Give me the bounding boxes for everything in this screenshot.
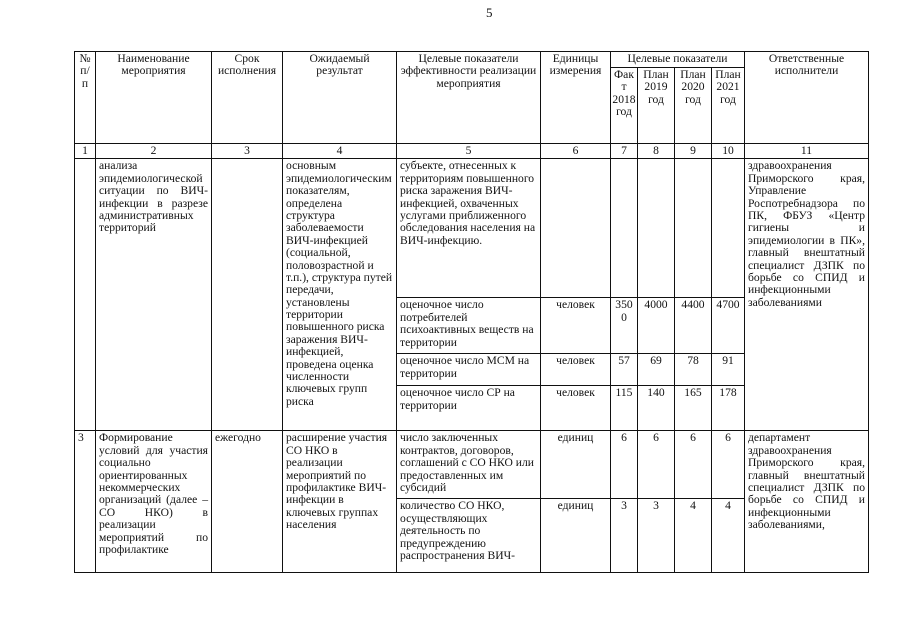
col-number: 4	[283, 144, 397, 159]
value-2018: 3	[611, 499, 638, 573]
page-number: 5	[486, 5, 493, 20]
value-2019: 3	[638, 499, 675, 573]
header-year-2018: Факт 2018 год	[611, 68, 638, 144]
row-cont-num	[75, 159, 96, 431]
row3-term: ежегодно	[212, 431, 283, 573]
value-2019: 69	[638, 354, 675, 386]
value-2018: 57	[611, 354, 638, 386]
header-units: Единицы измерения	[541, 52, 611, 144]
header-name: Наименование мероприятия	[96, 52, 212, 144]
row-cont-term	[212, 159, 283, 431]
col-number: 10	[712, 144, 745, 159]
col-number: 8	[638, 144, 675, 159]
header-num: № п/п	[75, 52, 96, 144]
header-result: Ожидаемый результат	[283, 52, 397, 144]
value-2019: 140	[638, 386, 675, 431]
row3-name: Формирование условий для участия социально ориентированных некоммерческих организаций (далее – СО НКО) в реализации мероприятий по профилактике	[96, 431, 212, 573]
col-number: 2	[96, 144, 212, 159]
indicator-unit	[541, 159, 611, 298]
table-row	[75, 431, 869, 499]
row-cont-name: анализа эпидемиологической ситуации по ВИЧ-инфекции в разрезе административных территорий	[96, 159, 212, 431]
header-year-2021: План 2021 год	[712, 68, 745, 144]
value-2018: 6	[611, 431, 638, 499]
measures-table	[74, 51, 869, 573]
row3-num: 3	[75, 431, 96, 573]
value-2020: 4400	[675, 298, 712, 354]
indicator-unit: человек	[541, 298, 611, 354]
value-2020: 4	[675, 499, 712, 573]
indicator-text: оценочное число СР на территории	[397, 386, 541, 431]
col-number: 5	[397, 144, 541, 159]
indicator-text: число заключенных контрактов, договоров, соглашений с СО НКО или предоставленных им субсидий	[397, 431, 541, 499]
indicator-text: субъекте, отнесенных к территориям повышенного риска заражения ВИЧ-инфекцией, охваченных услугами приближенного обследования населения на ВИЧ-инфекцию.	[397, 159, 541, 298]
value-2019	[638, 159, 675, 298]
value-2018: 115	[611, 386, 638, 431]
indicator-unit: единиц	[541, 431, 611, 499]
value-2021: 178	[712, 386, 745, 431]
value-2018	[611, 159, 638, 298]
indicator-text: количество СО НКО, осуществляющих деятельность по предупреждению распространения ВИЧ-	[397, 499, 541, 573]
col-number: 1	[75, 144, 96, 159]
row3-responsible: департамент здравоохранения Приморского края, главный внештатный специалист ДЗПК по борьбе со СПИД и инфекционными заболеваниями,	[745, 431, 869, 573]
value-2021: 91	[712, 354, 745, 386]
col-number: 6	[541, 144, 611, 159]
header-year-2019: План 2019 год	[638, 68, 675, 144]
col-number: 11	[745, 144, 869, 159]
header-indicators: Целевые показатели эффективности реализации мероприятия	[397, 52, 541, 144]
col-number: 9	[675, 144, 712, 159]
value-2019: 6	[638, 431, 675, 499]
indicator-unit: единиц	[541, 499, 611, 573]
row-cont-responsible: здравоохранения Приморского края, Управление Роспотребнадзора по ПК, ФБУЗ «Центр гигиены и эпидемиологии в ПК», главный внештатный специалист ДЗПК по борьбе со СПИД и инфекционными заболеваниями	[745, 159, 869, 431]
value-2019: 4000	[638, 298, 675, 354]
col-number: 3	[212, 144, 283, 159]
header-row-1	[75, 52, 869, 68]
header-responsible: Ответственные исполнители	[745, 52, 869, 144]
header-term: Срок исполнения	[212, 52, 283, 144]
value-2021: 4	[712, 499, 745, 573]
value-2021: 6	[712, 431, 745, 499]
col-number: 7	[611, 144, 638, 159]
value-2021	[712, 159, 745, 298]
value-2020: 78	[675, 354, 712, 386]
row-cont-result: основным эпидемиологическим показателям, определена структура заболеваемости ВИЧ-инфекцией (социальной, половозрастной и т.п.), структура путей передачи, установлены территории повышенного риска заражения ВИЧ-инфекцией, проведена оценка численности ключевых групп риска	[283, 159, 397, 431]
indicator-text: оценочное число потребителей психоактивных веществ на территории	[397, 298, 541, 354]
value-2021: 4700	[712, 298, 745, 354]
column-numbers-row	[75, 144, 869, 159]
value-2020: 6	[675, 431, 712, 499]
indicator-unit: человек	[541, 354, 611, 386]
table-row	[75, 159, 869, 298]
value-2020	[675, 159, 712, 298]
row3-result: расширение участия СО НКО в реализации мероприятий по профилактике ВИЧ-инфекции в ключевых группах населения	[283, 431, 397, 573]
indicator-unit: человек	[541, 386, 611, 431]
value-2020: 165	[675, 386, 712, 431]
header-targets: Целевые показатели	[611, 52, 745, 68]
header-year-2020: План 2020 год	[675, 68, 712, 144]
value-2018: 3500	[611, 298, 638, 354]
indicator-text: оценочное число МСМ на территории	[397, 354, 541, 386]
